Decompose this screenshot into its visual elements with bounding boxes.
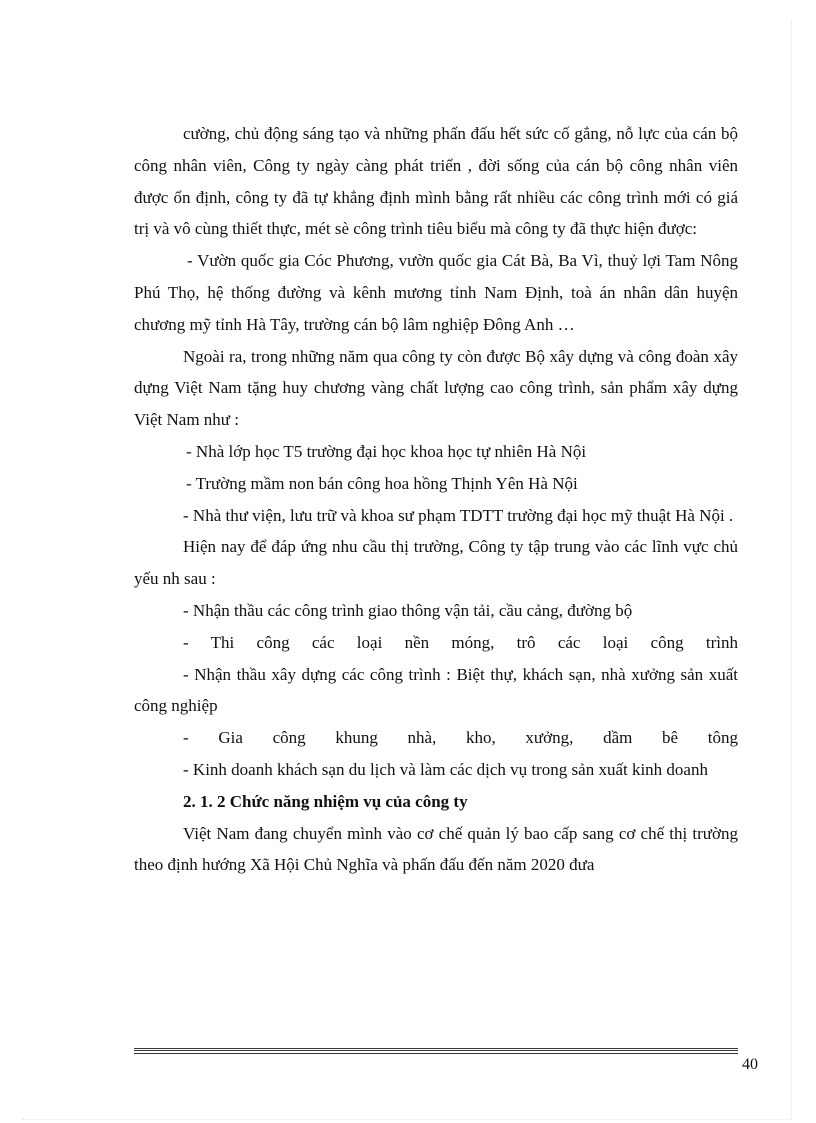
paragraph-awards: Ngoài ra, trong những năm qua công ty còn được Bộ xây dựng và công đoàn xây dựng Việt Nam tặng huy chương vàng chất lượng cao công trình, sản phẩm xây dựng Việt Nam như : <box>134 346 738 430</box>
section-heading: 2. 1. 2 Chức năng nhiệm vụ của công ty <box>183 791 468 811</box>
business-item-1: - Nhận thầu các công trình giao thông vận tải, cầu cảng, đường bộ <box>183 600 633 620</box>
paragraph-projects-list: - Vườn quốc gia Cóc Phương, vườn quốc gia Cát Bà, Ba Vì, thuỷ lợi Tam Nông Phú Thọ, hệ thống đường và kênh mương tỉnh Nam Định, toà án nhân dân huyện chương mỹ tỉnh Hà Tây, trường cán bộ lâm nghiệp Đông Anh … <box>134 251 738 334</box>
award-item-3: - Nhà thư viện, lưu trữ và khoa sư phạm TDTT trường đại học mỹ thuật Hà Nội . <box>183 505 734 525</box>
paragraph-intro: cường, chủ động sáng tạo và những phấn đấu hết sức cố gắng, nỗ lực của cán bộ công nhân viên, Công ty ngày càng phát triển , đời sống của cán bộ công nhân viên được ổn định, công ty đã tự khẳng định mình bằng rất nhiều các công trình mới có giá trị và vô cùng thiết thực, mét sè công trình tiêu biểu mà công ty đã thực hiện được: <box>134 124 738 239</box>
business-item-5: - Kinh doanh khách sạn du lịch và làm các dịch vụ trong sản xuất kinh doanh <box>183 759 708 779</box>
award-item-1: - Nhà lớp học T5 trường đại học khoa học tự nhiên Hà Nội <box>186 441 587 461</box>
business-item-4: - Gia công khung nhà, kho, xưởng, dầm bê tông <box>183 728 738 748</box>
business-item-2: - Thi công các loại nền móng, trô các loại công trình <box>183 632 738 652</box>
page-number: 40 <box>742 1056 758 1073</box>
document-body <box>134 118 738 881</box>
paragraph-closing: Việt Nam đang chuyển mình vào cơ chế quản lý bao cấp sang cơ chế thị trường theo định hướng Xã Hội Chủ Nghĩa và phấn đấu đến năm 2020 đưa <box>134 823 738 875</box>
business-item-3: - Nhận thầu xây dựng các công trình : Biệt thự, khách sạn, nhà xưởng sản xuất công nghiệp <box>134 664 738 716</box>
footer-rule <box>134 1048 738 1054</box>
paragraph-business-areas: Hiện nay để đáp ứng nhu cầu thị trường, Công ty tập trung vào các lĩnh vực chủ yếu nh sau : <box>134 537 738 589</box>
award-item-2: - Trường mầm non bán công hoa hồng Thịnh Yên Hà Nội <box>186 473 578 493</box>
